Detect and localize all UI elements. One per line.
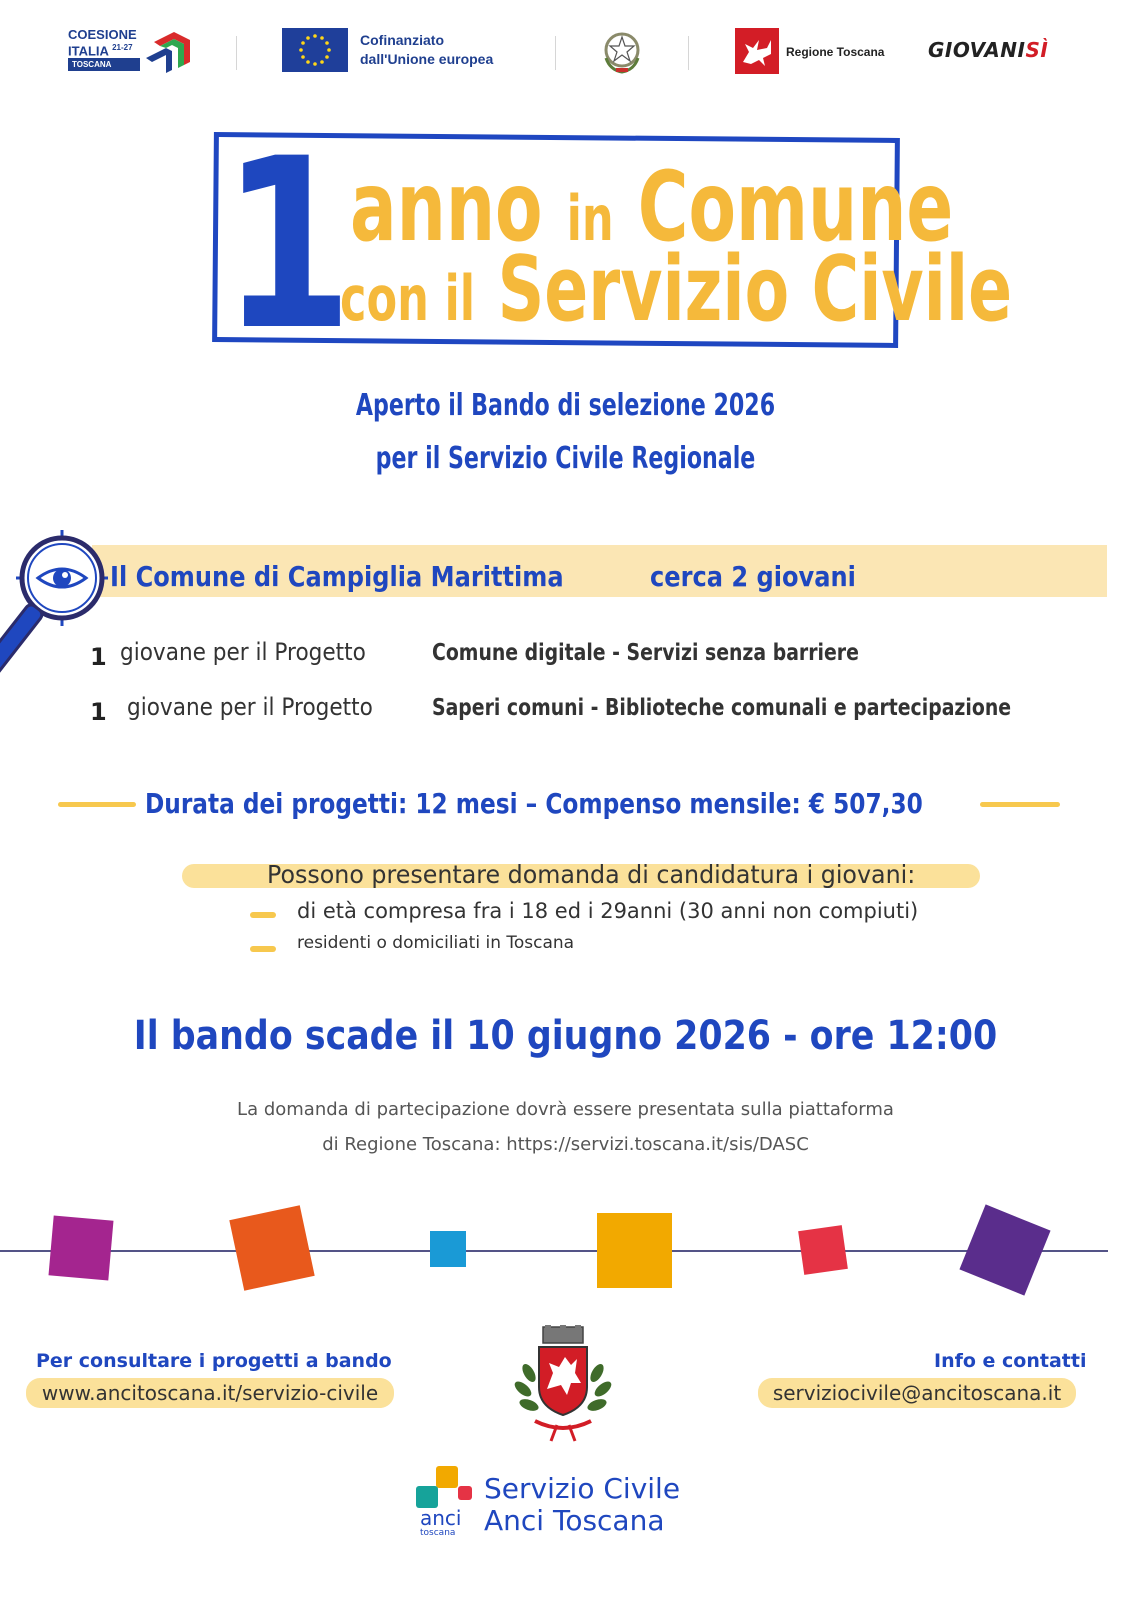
eu-line1: Cofinanziato: [360, 32, 444, 48]
regione-label: Regione Toscana: [786, 45, 885, 59]
durata-dash-left: [58, 802, 136, 807]
decor-line: [0, 1250, 1108, 1252]
anci-word: anci: [420, 1506, 462, 1530]
logo-separator: [236, 36, 237, 70]
pegasus-icon: [735, 28, 779, 74]
decor-square: [229, 1205, 314, 1290]
requirement-residence: residenti o domiciliati in Toscana: [297, 933, 575, 953]
note-line2: di Regione Toscana: https://servizi.toscana.it/sis/DASC: [322, 1134, 809, 1155]
durata-text: Durata dei progetti: 12 mesi – Compenso mensile: € 507,30: [145, 787, 923, 820]
title-anno: anno: [350, 151, 543, 263]
anci-square: [436, 1466, 458, 1488]
decor-square: [48, 1215, 113, 1280]
durata-dash-right: [980, 802, 1060, 807]
coesione-region: TOSCANA: [68, 58, 140, 71]
requirement-bullet: [250, 912, 276, 918]
title-servizio-civile: Servizio Civile: [497, 237, 1013, 342]
subtitle-line1: Aperto il Bando di selezione 2026: [355, 388, 776, 423]
note-line1: La domanda di partecipazione dovrà essere presentata sulla piattaforma: [237, 1099, 894, 1120]
requirement-age: di età compresa fra i 18 ed i 29anni (30 anni non compiuti): [297, 899, 919, 923]
subtitle-line2: per il Servizio Civile Regionale: [375, 441, 756, 476]
italian-emblem-icon: [600, 28, 644, 74]
anci-toscana-logo: [416, 1466, 706, 1546]
anci-square: [458, 1486, 472, 1500]
title-con-il: con il: [340, 262, 476, 335]
anci-toscana-sub: toscana: [420, 1528, 456, 1538]
decor-square: [959, 1204, 1050, 1295]
decor-square: [430, 1231, 466, 1267]
coesione-line1: COESIONE: [68, 27, 137, 42]
title-comune: Comune: [637, 151, 954, 263]
logo-eu: [282, 28, 522, 74]
coesione-arrows-icon: [144, 28, 192, 74]
comune-name: Il Comune di Campiglia Marittima: [110, 560, 564, 593]
logo-giovani-si: [928, 38, 1048, 62]
brand-line1: Servizio Civile: [484, 1472, 681, 1505]
footer-right-label: Info e contatti: [934, 1350, 1087, 1372]
footer-left-link[interactable]: www.ancitoscana.it/servizio-civile: [26, 1378, 394, 1408]
requirements-title: Possono presentare domanda di candidatura i giovani:: [267, 860, 916, 889]
coesione-line2: ITALIA: [68, 43, 109, 59]
title-in: in: [566, 182, 614, 255]
giovani-part1: GIOVANI: [928, 38, 1026, 62]
footer-right-link[interactable]: serviziocivile@ancitoscana.it: [758, 1378, 1076, 1408]
anci-square: [416, 1486, 438, 1508]
eu-flag-icon: [282, 28, 348, 72]
title-line2: [340, 237, 1013, 349]
deadline: Il bando scade il 10 giugno 2026 - ore 12:00: [133, 1013, 998, 1059]
giovani-part2: SÌ: [1025, 38, 1049, 62]
project-1-name: Comune digitale - Servizi senza barriere: [432, 640, 859, 666]
title-number: 1: [222, 109, 347, 382]
campiglia-coat-of-arms-icon: [505, 1325, 620, 1445]
logo-separator: [688, 36, 689, 70]
brand-line2: Anci Toscana: [484, 1504, 665, 1537]
logo-separator: [555, 36, 556, 70]
project-2-count: 1: [90, 698, 107, 726]
project-1-count: 1: [90, 643, 107, 671]
project-2-name: Saperi comuni - Biblioteche comunali e partecipazione: [432, 695, 1012, 721]
logo-regione-toscana: [735, 28, 905, 74]
requirement-bullet: [250, 946, 276, 952]
coesione-years: 21-27: [112, 43, 133, 52]
decor-square: [798, 1225, 848, 1275]
decor-square: [597, 1213, 672, 1288]
logo-coesione: [68, 28, 193, 74]
eu-line2: dall'Unione europea: [360, 51, 494, 67]
project-1-label: giovane per il Progetto: [120, 638, 366, 666]
footer-left-label: Per consultare i progetti a bando: [36, 1350, 392, 1372]
project-2-label: giovane per il Progetto: [127, 693, 373, 721]
cerca-giovani: cerca 2 giovani: [650, 560, 856, 593]
